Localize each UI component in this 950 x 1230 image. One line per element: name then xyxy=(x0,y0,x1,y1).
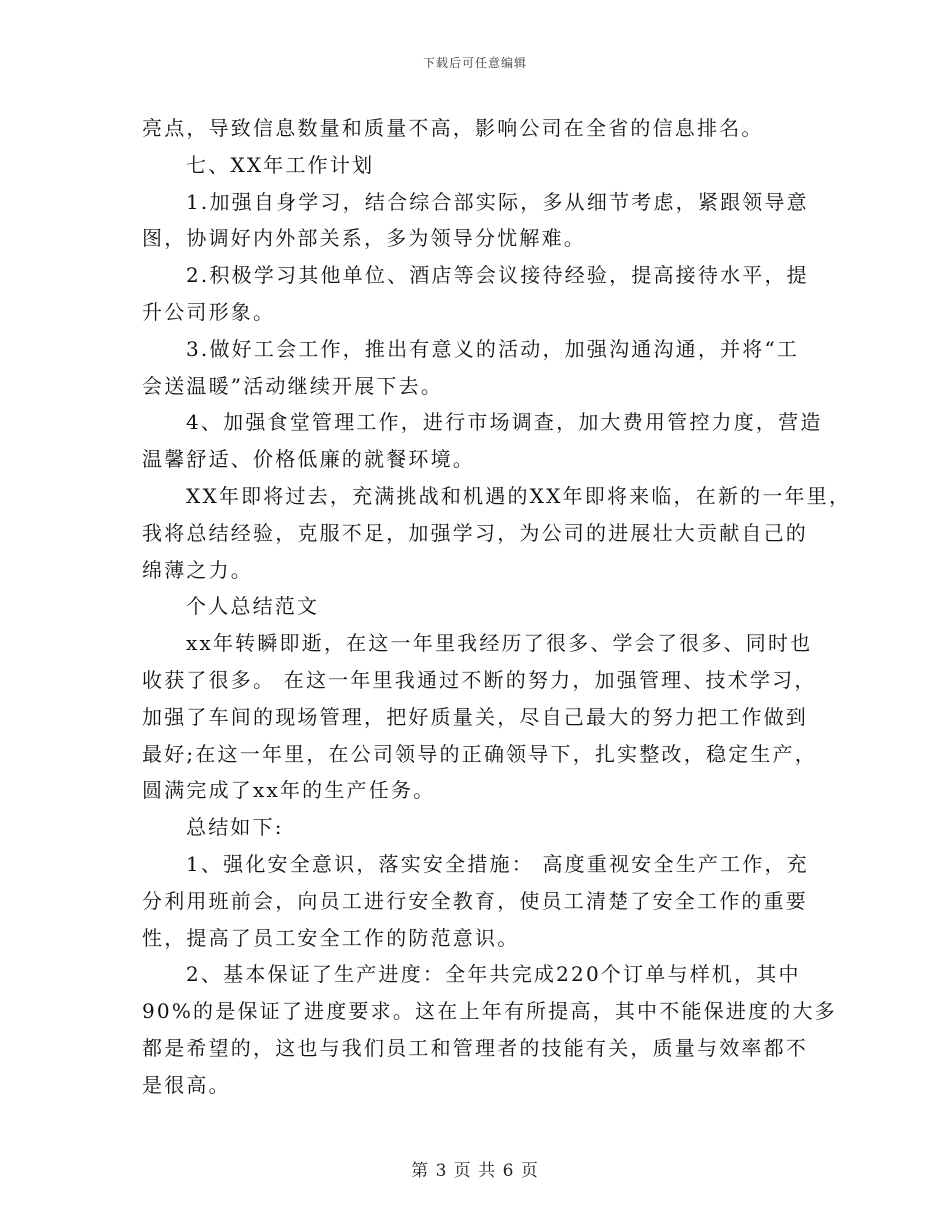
paragraph-line: 图，协调好内外部关系，多为领导分忧解难。 xyxy=(142,226,586,251)
paragraph-line: 温馨舒适、价格低廉的就餐环境。 xyxy=(142,447,475,472)
paragraph-line: 圆满完成了xx年的生产任务。 xyxy=(142,778,436,803)
paragraph-line: 1.加强自身学习，结合综合部实际，多从细节考虑，紧跟领导意 xyxy=(186,189,809,214)
paragraph-line: 会送温暖”活动继续开展下去。 xyxy=(142,373,444,398)
section-heading: 个人总结范文 xyxy=(186,594,320,619)
paragraph-line: 升公司形象。 xyxy=(142,299,276,324)
paragraph-line: 绵薄之力。 xyxy=(142,557,253,582)
paragraph-line: 收获了很多。 在这一年里我通过不断的努力，加强管理、技术学习， xyxy=(142,667,817,692)
paragraph-line: xx年转瞬即逝，在这一年里我经历了很多、学会了很多、同时也 xyxy=(186,631,813,656)
paragraph-line: XX年即将过去，充满挑战和机遇的XX年即将来临，在新的一年里， xyxy=(186,483,852,508)
document-body xyxy=(142,110,852,1104)
paragraph-line: 加强了车间的现场管理，把好质量关，尽自己最大的努力把工作做到 xyxy=(142,704,808,729)
paragraph-line: 2、基本保证了生产进度：全年共完成220个订单与样机，其中 xyxy=(186,962,801,987)
paragraph-line: 3.做好工会工作，推出有意义的活动，加强沟通沟通，并将“工 xyxy=(186,336,800,361)
page-number-footer: 第 3 页 共 6 页 xyxy=(411,1161,539,1181)
paragraph-line: 1、强化安全意识，落实安全措施： 高度重视安全生产工作，充 xyxy=(186,851,809,876)
paragraph-line: 是很高。 xyxy=(142,1072,231,1097)
page-header: 下载后可任意编辑 xyxy=(422,56,527,70)
paragraph-line: 90%的是保证了进度要求。这在上年有所提高，其中不能保进度的大多 xyxy=(142,999,837,1024)
paragraph-line: 4、加强食堂管理工作，进行市场调查，加大费用管控力度，营造 xyxy=(186,410,823,435)
paragraph-line: 我将总结经验，克服不足，加强学习，为公司的进展壮大贡献自己的 xyxy=(142,520,808,545)
paragraph-line: 最好;在这一年里，在公司领导的正确领导下，扎实整改，稳定生产， xyxy=(142,741,817,766)
paragraph-line: 分利用班前会，向员工进行安全教育，使员工清楚了安全工作的重要 xyxy=(142,888,808,913)
paragraph-line: 性，提高了员工安全工作的防范意识。 xyxy=(142,925,520,950)
paragraph-line: 2.积极学习其他单位、酒店等会议接待经验，提高接待水平，提 xyxy=(186,263,809,288)
section-heading: 七、XX年工作计划 xyxy=(186,152,375,177)
paragraph-line: 总结如下: xyxy=(186,815,284,840)
paragraph-line: 都是希望的，这也与我们员工和管理者的技能有关，质量与效率都不 xyxy=(142,1035,808,1060)
paragraph-line: 亮点，导致信息数量和质量不高，影响公司在全省的信息排名。 xyxy=(142,116,764,140)
